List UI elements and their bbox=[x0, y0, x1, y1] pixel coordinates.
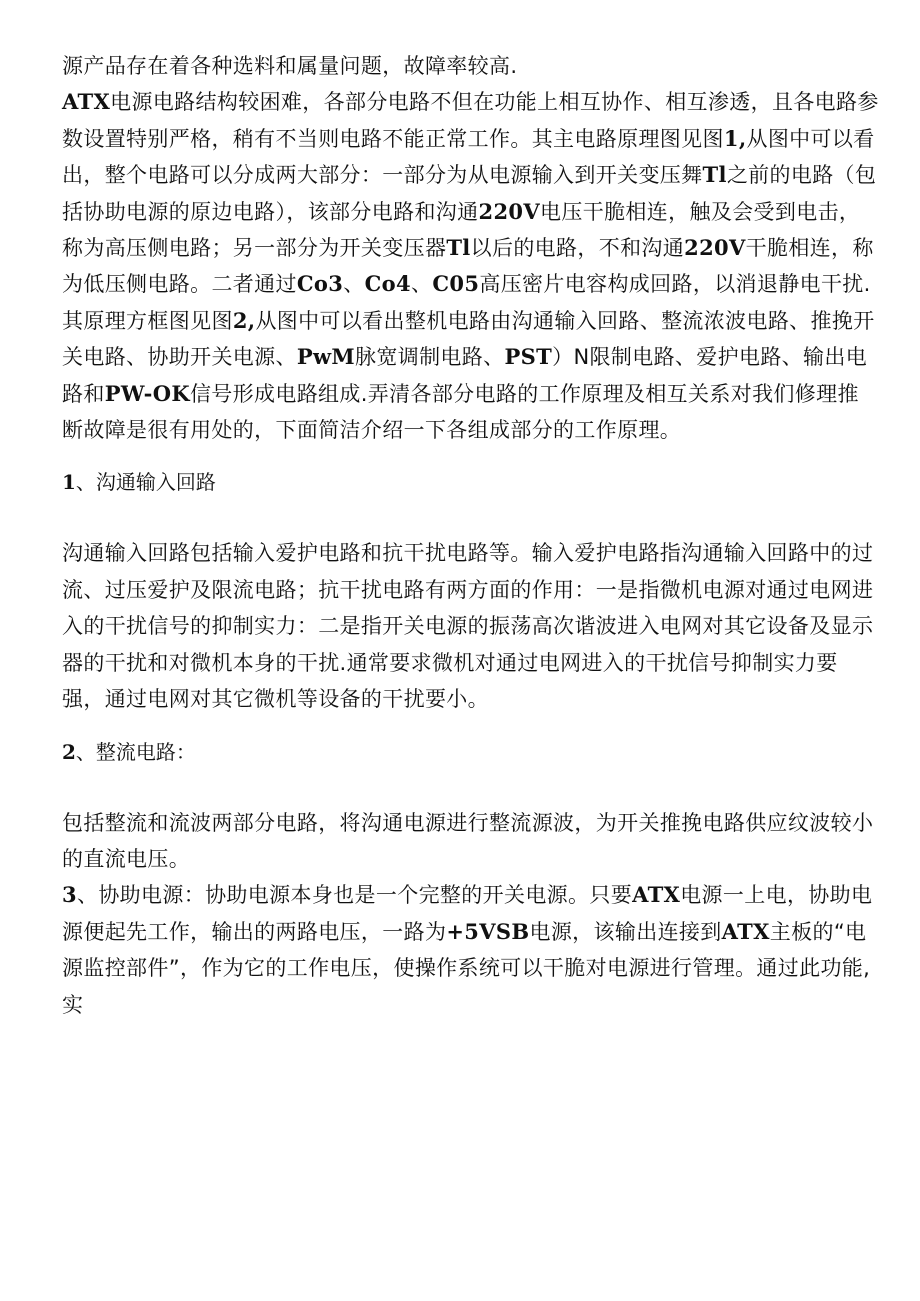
paragraph-intro-tail: 源产品存在着各种选料和属量问题，故障率较高. bbox=[62, 54, 518, 78]
section-heading-2: 2、整流电路： bbox=[62, 739, 196, 764]
paragraph-rectifier: 包括整流和流波两部分电路，将沟通电源进行整流源波，为开关推挽电路供应纹波较小的直流电压。 bbox=[62, 810, 874, 871]
paragraph-atx-overview: ATX电源电路结构较困难，各部分电路不但在功能上相互协作、相互渗透，且各电路参数设置特别严格，稍有不当则电路不能正常工作。其主电路原理图见图1,从图中可以看出，整个电路可以分成两大部分：一部分为从电源输入到开关变压舞Tl之前的电路（包括协助电源的原边电路），该部分电路和沟通220V电压干脆相连，触及会受到电击，称为高压侧电路；另一部分为开关变压器Tl以后的电路，不和沟通220V干脆相连，称为低压侧电路。二者通过Co3、Co4、C05高压密片电容构成回路，以消退静电干扰.其原理方框图见图2,从图中可以看出整机电路由沟通输入回路、整流浓波电路、推挽开关电路、协助开关电源、PwM脉宽调制电路、PST）N限制电路、爱护电路、输出电路和PW-OK信号形成电路组成.弄清各部分电路的工作原理及相互关系对我们修理推断故障是很有用处的，下面简洁介绍一下各组成部分的工作原理。 bbox=[62, 89, 879, 443]
section-heading-1: 1、沟通输入回路 bbox=[62, 470, 216, 495]
paragraph-aux-power: 3、协助电源：协助电源本身也是一个完整的开关电源。只要ATX电源一上电，协助电源便起先工作，输出的两路电压，一路为+5VSB电源，该输出连接到ATX主板的“电源监控部件”，作为它的工作电压，使操作系统可以干脆对电源进行管理。通过此功能,实 bbox=[62, 882, 873, 1017]
document-page bbox=[62, 48, 880, 1023]
paragraph-ac-input: 沟通输入回路包括输入爱护电路和抗干扰电路等。输入爱护电路指沟通输入回路中的过流、过压爱护及限流电路；抗干扰电路有两方面的作用：一是指微机电源对通过电网进入的干扰信号的抑制实力：二是指开关电源的振荡高次谐波进入电网对其它设备及显示器的干扰和对微机本身的干扰.通常要求微机对通过电网进入的干扰信号抑制实力要强，通过电网对其它微机等设备的干扰要小。 bbox=[62, 541, 874, 712]
